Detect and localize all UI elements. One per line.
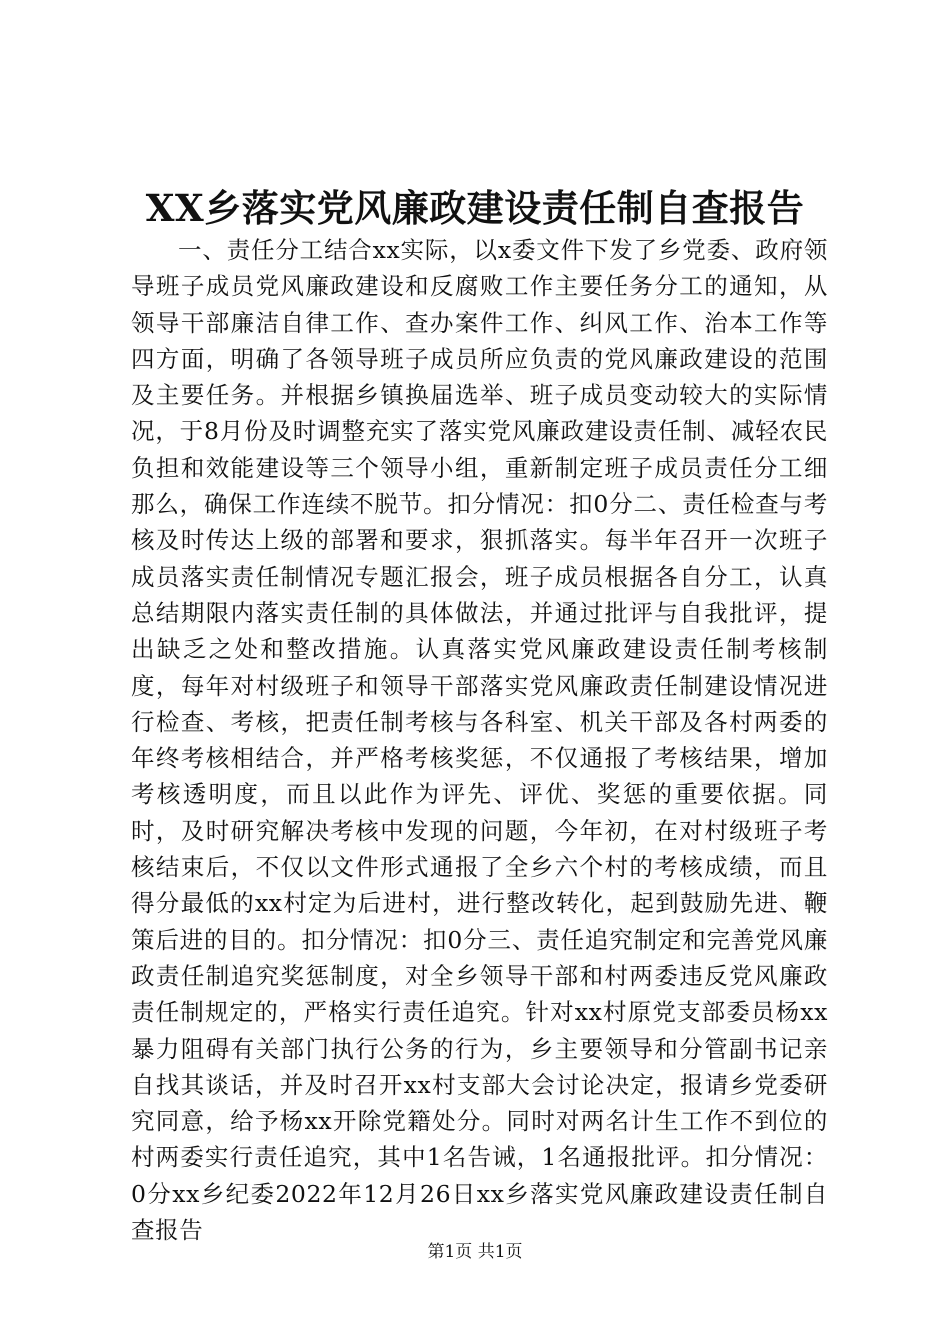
document-title: XX乡落实党风廉政建设责任制自查报告 [145,186,805,230]
document-body-text: 一、责任分工结合xx实际，以x委文件下发了乡党委、政府领导班子成员党风廉政建设和反腐败工作主要任务分工的通知，从领导干部廉洁自律工作、查办案件工作、纠风工作、治本工作等四方面，明确了各领导班子成员所应负责的党风廉政建设的范围及主要任务。并根据乡镇换届选举、班子成员变动较大的实际情况，于8月份及时调整充实了落实党风廉政建设责任制、减轻农民负担和效能建设等三个领导小组，重新制定班子成员责任分工细那么，确保工作连续不脱节。扣分情况：扣0分二、责任检查与考核及时传达上级的部署和要求，狠抓落实。每半年召开一次班子成员落实责任制情况专题汇报会，班子成员根据各自分工，认真总结期限内落实责任制的具体做法，并通过批评与自我批评，提出缺乏之处和整改措施。认真落实党风廉政建设责任制考核制度，每年对村级班子和领导干部落实党风廉政责任制建设情况进行检查、考核，把责任制考核与各科室、机关干部及各村两委的年终考核相结合，并严格考核奖惩，不仅通报了考核结果，增加考核透明度，而且以此作为评先、评优、奖惩的重要依据。同时，及时研究解决考核中发现的问题，今年初，在对村级班子考核结束后，不仅以文件形式通报了全乡六个村的考核成绩，而且得分最低的xx村定为后进村，进行整改转化，起到鼓励先进、鞭策后进的目的。扣分情况：扣0分三、责任追究制定和完善党风廉政责任制追究奖惩制度，对全乡领导干部和村两委违反党风廉政责任制规定的，严格实行责任追究。针对xx村原党支部委员杨xx暴力阻碍有关部门执行公务的行为，乡主要领导和分管副书记亲自找其谈话，并及时召开xx村支部大会讨论决定，报请乡党委研究同意，给予杨xx开除党籍处分。同时对两名计生工作不到位的村两委实行责任追究，其中1名告诫，1名通报批评。扣分情况：0分xx乡纪委2022年12月26日xx乡落实党风廉政建设责任制自查报告 [131,236,828,1245]
page-number-footer: 第1页 共1页 [427,1242,523,1262]
